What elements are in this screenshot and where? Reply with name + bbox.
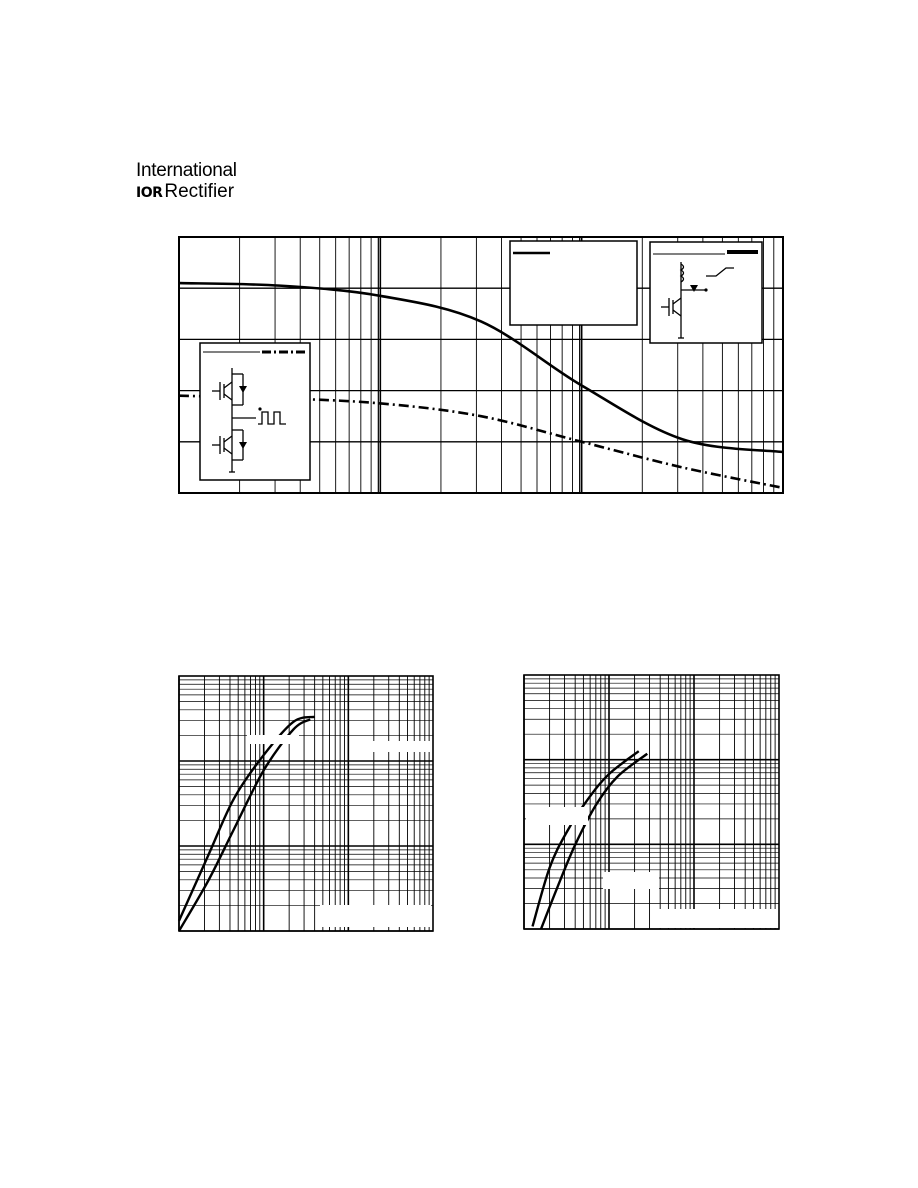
- plot-frame: [524, 675, 779, 929]
- legend-box-right: [650, 242, 762, 343]
- chart-bottom-right: [524, 675, 779, 929]
- logo-text-international: International: [136, 160, 237, 181]
- legend-box-left: [200, 343, 310, 480]
- legend-box-center: [510, 241, 637, 325]
- logo-text-rectifier: Rectifier: [164, 181, 235, 202]
- series-line-1: [533, 751, 639, 926]
- logo-mark: IOR: [136, 185, 163, 201]
- plot-frame: [179, 676, 433, 931]
- chart2-label-boxes: [247, 735, 431, 927]
- chart-bottom-left: [179, 676, 433, 931]
- series-line-2: [541, 754, 647, 929]
- chart3-label-boxes: [526, 807, 778, 928]
